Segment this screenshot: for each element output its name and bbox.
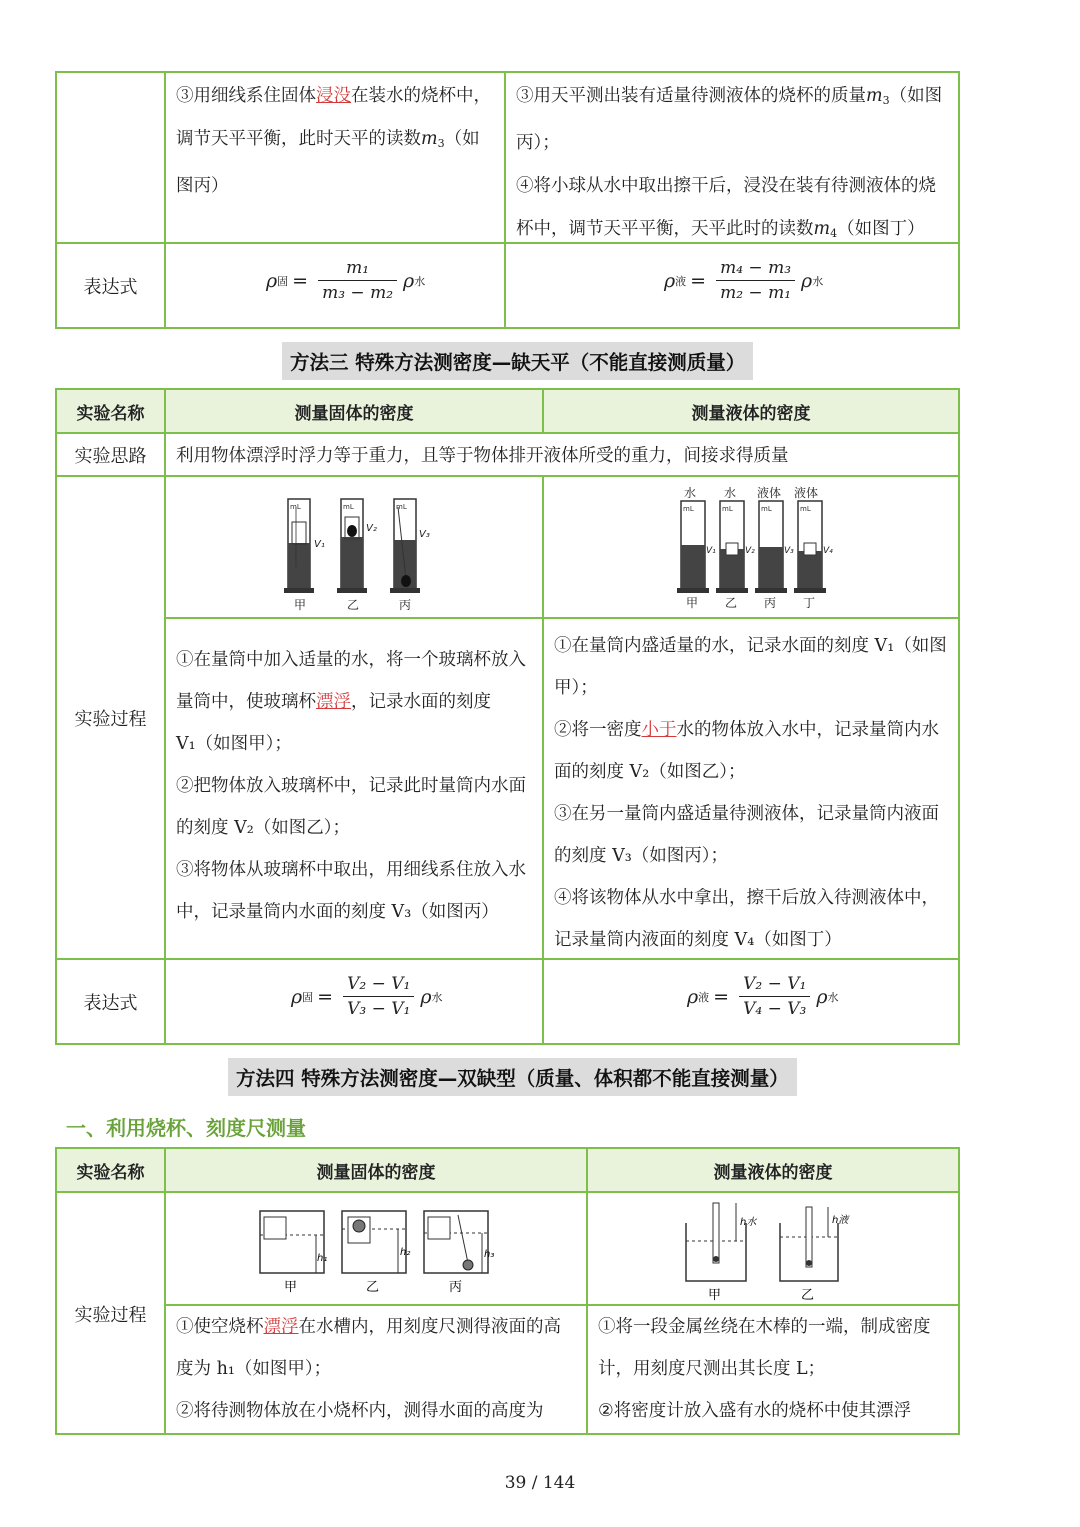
formula-solid-volume: ρ 固 = $\frac{\text{V₂ − V₁}}{\text{V₃ − V₁}}$ ρ 水 xyxy=(291,974,443,1019)
m4-process-label: 实验过程 xyxy=(55,1192,165,1435)
svg-text:mL: mL xyxy=(683,505,694,513)
m3-solid-figure-cell xyxy=(165,476,543,618)
m3-expr-label: 表达式 xyxy=(55,959,165,1045)
beakers-solid-figure xyxy=(166,1193,588,1306)
numerator: V₂ − V₁ xyxy=(347,974,411,994)
vol-label: V₂ xyxy=(366,523,377,534)
m4-header-solid: 测量固体的密度 xyxy=(165,1147,587,1192)
liquid-step3-pre: ③用天平测出装有适量待测液体的烧杯的质量 xyxy=(516,86,866,106)
m4-solid-s2: ②将待测物体放在小烧杯内，测得水面的高度为 xyxy=(176,1401,544,1421)
vol-label: V₃ xyxy=(419,529,430,540)
m3-expr-liquid-cell xyxy=(543,959,960,1045)
m4-header-liquid: 测量液体的密度 xyxy=(587,1147,960,1192)
rho-symbol: ρ xyxy=(687,985,699,1008)
denominator: V₄ − V₃ xyxy=(739,996,810,1019)
fraction xyxy=(739,974,810,1019)
svg-text:液体: 液体 xyxy=(757,486,782,500)
rho-sub-2: 水 xyxy=(827,990,839,1004)
fraction xyxy=(716,258,795,303)
solid-step3-post: 在装水的烧杯中，调节天平平衡，此时天平的读数 xyxy=(176,86,491,149)
svg-text:丙: 丙 xyxy=(764,596,777,610)
numerator: V₂ − V₁ xyxy=(743,974,807,994)
svg-text:乙: 乙 xyxy=(347,598,360,612)
liquid-step4-var: m xyxy=(813,219,831,239)
rho-sub: 液 xyxy=(698,990,710,1004)
rho-sub-2: 水 xyxy=(431,990,443,1004)
m4-solid-figure-cell xyxy=(165,1192,587,1305)
m4-solid-s1-pre: ①使空烧杯 xyxy=(176,1317,264,1337)
solid-step3-pre: ③用细线系住固体 xyxy=(176,86,316,106)
liquid-step3-tail: （如图丙）； xyxy=(516,86,943,153)
svg-text:水: 水 xyxy=(724,486,737,500)
svg-text:丙: 丙 xyxy=(449,1280,463,1295)
rho-sub: 液 xyxy=(675,274,687,288)
svg-text:mL: mL xyxy=(290,503,301,511)
rho-symbol-2: ρ xyxy=(816,985,828,1008)
fraction xyxy=(318,258,397,303)
rho-symbol-2: ρ xyxy=(403,269,415,292)
m3-solid-steps xyxy=(165,618,543,959)
m3-idea-text: 利用物体漂浮时浮力等于重力，且等于物体排开液体所受的重力，间接求得质量 xyxy=(165,433,960,476)
svg-text:乙: 乙 xyxy=(725,596,738,610)
liquid-s2-red: 小于 xyxy=(641,720,677,740)
numerator: m₁ xyxy=(346,258,370,278)
svg-text:甲: 甲 xyxy=(708,1288,722,1303)
svg-text:乙: 乙 xyxy=(801,1288,815,1303)
svg-text:水: 水 xyxy=(684,486,697,500)
solid-s1-pre: ①在量筒中加入适量的水，将一个玻璃杯放入量筒中，使玻璃杯 xyxy=(176,650,526,712)
m3-liquid-steps xyxy=(543,618,960,959)
cylinder-bing xyxy=(390,499,420,593)
svg-text:甲: 甲 xyxy=(686,596,699,610)
table1-label-cell-empty xyxy=(55,71,165,243)
formula-solid-mass: ρ 固 = $\frac{\text{m₁}}{\text{m₃ − m₂}}$ ρ 水 xyxy=(266,258,426,303)
svg-text:mL: mL xyxy=(396,503,407,511)
svg-text:液体: 液体 xyxy=(794,486,819,500)
svg-text:mL: mL xyxy=(800,505,811,513)
solid-step3-tail: （如图丙） xyxy=(176,129,480,196)
formula-liquid-mass: ρ 液 = $\frac{\text{m₄ − m₃}}{\text{m₂ − m₁}}$ ρ 水 xyxy=(664,258,824,303)
rho-symbol: ρ xyxy=(291,985,303,1008)
svg-text:V₃: V₃ xyxy=(784,546,794,556)
m3-idea-label: 实验思路 xyxy=(55,433,165,476)
graduated-cylinders-liquid-figure xyxy=(544,477,961,619)
svg-text:h水: h水 xyxy=(740,1217,757,1228)
cylinder-2 xyxy=(716,501,748,593)
solid-s1-var: V₁（如图甲）； xyxy=(176,734,292,754)
svg-text:h₃: h₃ xyxy=(484,1249,495,1260)
beakers-liquid-figure xyxy=(588,1193,961,1306)
method4-title: 方法四 特殊方法测密度—双缺型（质量、体积都不能直接测量） xyxy=(228,1058,797,1096)
cylinder-jia xyxy=(284,499,314,593)
m4-solid-s1-red: 漂浮 xyxy=(263,1317,299,1337)
svg-text:V₁: V₁ xyxy=(706,546,716,556)
solid-s1-post: ，记录水面的刻度 xyxy=(351,692,491,712)
liquid-s2-post: 水的物体放入水中，记录量筒内水面的刻度 V₂（如图乙）； xyxy=(554,720,939,782)
solid-step3-var: m xyxy=(421,129,438,149)
liquid-s3: ③在另一量筒内盛适量待测液体，记录量筒内液面的刻度 V₃（如图丙）； xyxy=(554,804,939,866)
cylinder-4 xyxy=(794,501,826,593)
solid-s3: ③将物体从玻璃杯中取出，用细线系住放入水中，记录量筒内水面的刻度 V₃（如图丙） xyxy=(176,860,526,922)
rho-symbol-2: ρ xyxy=(801,269,813,292)
rho-sub: 固 xyxy=(277,274,289,288)
m4-liquid-s2: ②将密度计放入盛有水的烧杯中使其漂浮 xyxy=(598,1401,912,1421)
m3-header-solid: 测量固体的密度 xyxy=(165,388,543,433)
m4-liquid-figure-cell xyxy=(587,1192,960,1305)
rho-sub-2: 水 xyxy=(812,274,824,288)
m3-liquid-figure-cell xyxy=(543,476,960,618)
svg-text:mL: mL xyxy=(722,505,733,513)
solid-s2: ②把物体放入玻璃杯中，记录此时量筒内水面的刻度 V₂（如图乙）； xyxy=(176,776,526,838)
svg-text:h₂: h₂ xyxy=(400,1247,411,1258)
table1-expr-liquid-cell xyxy=(505,243,960,329)
cylinder-yi xyxy=(337,499,367,593)
rho-sub-2: 水 xyxy=(414,274,426,288)
m3-process-label: 实验过程 xyxy=(55,476,165,959)
method3-title: 方法三 特殊方法测密度—缺天平（不能直接测质量） xyxy=(282,342,753,380)
svg-text:V₄: V₄ xyxy=(823,546,833,556)
solid-step3-red: 浸没 xyxy=(316,86,351,106)
rho-sub: 固 xyxy=(302,990,314,1004)
liquid-s1: ①在量筒内盛适量的水，记录水面的刻度 V₁（如图甲）； xyxy=(554,636,947,698)
svg-text:丙: 丙 xyxy=(399,598,412,612)
svg-text:V₂: V₂ xyxy=(745,546,755,556)
vol-label: V₁ xyxy=(314,539,325,550)
formula-liquid-volume: ρ 液 = $\frac{\text{V₂ − V₁}}{\text{V₄ − V₃}}$ ρ 水 xyxy=(687,974,839,1019)
graduated-cylinders-solid-figure xyxy=(166,477,544,619)
liquid-step4-pre: ④将小球从水中取出擦干后，浸没在装有待测液体的烧杯中，调节天平平衡，天平此时的读数 xyxy=(516,176,936,239)
tank-yi xyxy=(342,1211,410,1295)
table1-expr-label: 表达式 xyxy=(55,243,165,329)
m3-header-liquid: 测量液体的密度 xyxy=(543,388,960,433)
page-number: 39 / 144 xyxy=(504,1473,576,1493)
cylinder-3 xyxy=(755,501,787,593)
svg-text:mL: mL xyxy=(343,503,354,511)
liquid-s2-pre: ②将一密度 xyxy=(554,720,642,740)
tank-bing xyxy=(424,1211,494,1295)
svg-text:h₁: h₁ xyxy=(317,1253,328,1264)
m3-header-name: 实验名称 xyxy=(55,388,165,433)
beaker-water xyxy=(686,1203,757,1303)
fraction xyxy=(343,974,414,1019)
cylinder-1 xyxy=(677,501,709,593)
table1-solid-process-cell xyxy=(165,71,505,243)
solid-s1-red: 漂浮 xyxy=(316,692,351,712)
m3-expr-solid-cell xyxy=(165,959,543,1045)
rho-symbol: ρ xyxy=(266,269,278,292)
m4-solid-steps xyxy=(165,1305,587,1435)
svg-text:甲: 甲 xyxy=(294,598,307,612)
m4-liquid-s1: ①将一段金属丝绕在木棒的一端，制成密度计，用刻度尺测出其长度 L； xyxy=(598,1317,931,1379)
denominator: V₃ − V₁ xyxy=(343,996,414,1019)
svg-text:丁: 丁 xyxy=(803,596,816,610)
liquid-step4-tail: （如图丁） xyxy=(837,219,925,239)
svg-text:mL: mL xyxy=(761,505,772,513)
m4-solid-s1-post: 在水槽内，用刻度尺测得液面的高度为 h₁（如图甲）； xyxy=(176,1317,561,1379)
rho-symbol-2: ρ xyxy=(420,985,432,1008)
svg-text:乙: 乙 xyxy=(366,1280,380,1295)
beaker-liquid xyxy=(780,1207,850,1303)
liquid-step3-var-sub: 3 xyxy=(882,94,890,107)
liquid-step3-var: m xyxy=(866,86,883,106)
denominator: m₂ − m₁ xyxy=(716,280,795,303)
table1-expr-solid-cell xyxy=(165,243,505,329)
tank-jia xyxy=(260,1211,327,1295)
solid-step3-var-sub: 3 xyxy=(437,137,445,150)
method4-subtitle: 一、利用烧杯、刻度尺测量 xyxy=(66,1116,306,1140)
liquid-s4: ④将该物体从水中拿出，擦干后放入待测液体中，记录量筒内液面的刻度 V₄（如图丁） xyxy=(554,888,939,950)
liquid-step4-var-sub: 4 xyxy=(830,227,838,240)
m4-liquid-steps xyxy=(587,1305,960,1435)
denominator: m₃ − m₂ xyxy=(318,280,397,303)
svg-text:甲: 甲 xyxy=(284,1280,298,1295)
m4-header-name: 实验名称 xyxy=(55,1147,165,1192)
rho-symbol: ρ xyxy=(664,269,676,292)
table1-liquid-process-cell xyxy=(505,71,960,243)
numerator: m₄ − m₃ xyxy=(720,258,792,278)
svg-text:h液: h液 xyxy=(832,1215,849,1226)
